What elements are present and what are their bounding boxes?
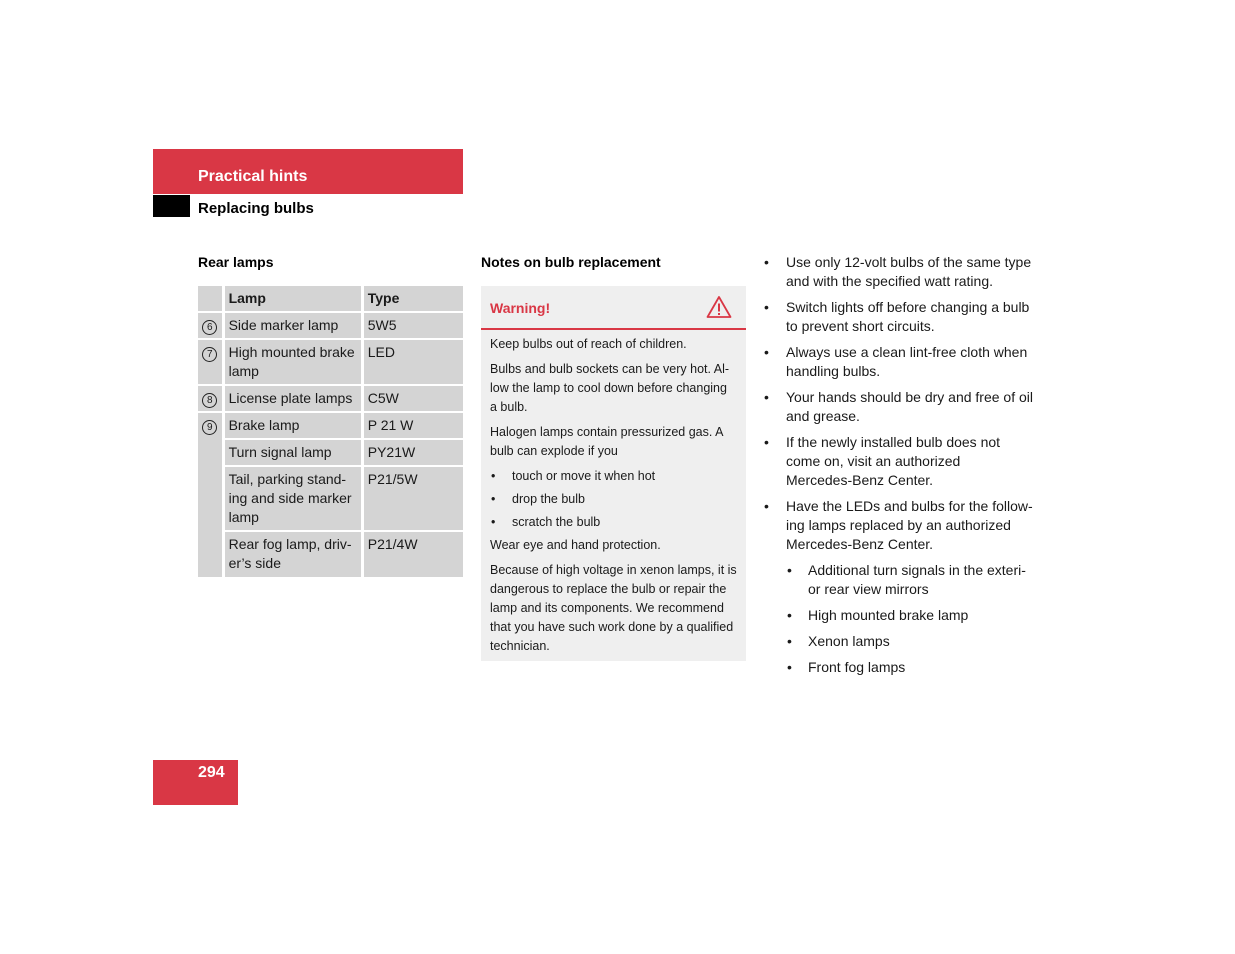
table-row <box>198 413 463 440</box>
table-row <box>198 313 463 340</box>
circled-number: 6 <box>202 320 217 335</box>
list-item: • Always use a clean lint-free cloth when handling bulbs. <box>763 343 1035 381</box>
table-header-num <box>198 286 225 313</box>
sub-list <box>786 561 1035 677</box>
list-item: • Use only 12-volt bulbs of the same type and with the specified watt rating. <box>763 253 1035 291</box>
sub-list-item: • Xenon lamps <box>786 632 1035 651</box>
circled-number: 8 <box>202 393 217 408</box>
row-number <box>198 340 225 386</box>
page-number: 294 <box>198 764 225 781</box>
table-header-lamp: Lamp <box>225 286 364 313</box>
lamp-cell: Brake lamp <box>225 413 364 440</box>
lamp-cell: Turn signal lamp <box>225 440 364 467</box>
subsection-title: Replacing bulbs <box>198 200 314 217</box>
sub-list-item: • High mounted brake lamp <box>786 606 1035 625</box>
type-cell: P 21 W <box>364 413 463 440</box>
lamp-cell: High mounted brake lamp <box>225 340 364 386</box>
rear-lamps-table <box>198 286 463 577</box>
warning-header <box>481 286 746 330</box>
circled-number: 9 <box>202 420 217 435</box>
table-row <box>198 386 463 413</box>
subsection-marker <box>153 195 190 217</box>
type-cell: PY21W <box>364 440 463 467</box>
table-header-type: Type <box>364 286 463 313</box>
warning-text: Keep bulbs out of reach of children. <box>490 337 687 351</box>
warning-triangle-icon <box>706 295 732 319</box>
warning-text: Because of high voltage in xenon lamps, it is dangerous to replace the bulb or repair the lamp and its components. We recommend that you have such work done by a qualified technician. <box>490 563 737 653</box>
type-cell: LED <box>364 340 463 386</box>
list-item: • Your hands should be dry and free of oil and grease. <box>763 388 1035 426</box>
type-cell: P21/5W <box>364 467 463 532</box>
sub-list-item: • Additional turn signals in the exteri- or rear view mirrors <box>786 561 1035 599</box>
list-item: • touch or move it when hot <box>490 467 737 486</box>
sub-list-item: • Front fog lamps <box>786 658 1035 677</box>
lamp-cell: License plate lamps <box>225 386 364 413</box>
list-item: • Have the LEDs and bulbs for the follow- ing lamps replaced by an authorized Mercedes-Benz Center. • Additional turn signals in the exteri- or rear view mirrors • High mounted brake lamp • Xenon lamps • Front fog lamps <box>763 497 1035 677</box>
warning-text: Bulbs and bulb sockets can be very hot. Al- low the lamp to cool down before changing a bulb. <box>490 362 730 414</box>
warning-box <box>481 286 746 661</box>
table-row <box>198 340 463 386</box>
lamp-cell: Side marker lamp <box>225 313 364 340</box>
table-header-row <box>198 286 463 313</box>
table-row <box>198 467 463 532</box>
table-row <box>198 532 463 577</box>
page-number-box <box>153 760 238 805</box>
lamp-cell: Tail, parking stand- ing and side marker lamp <box>225 467 364 532</box>
rear-lamps-heading: Rear lamps <box>198 254 274 270</box>
tips-list <box>763 253 1035 677</box>
type-cell: P21/4W <box>364 532 463 577</box>
list-item: • Switch lights off before changing a bulb to prevent short circuits. <box>763 298 1035 336</box>
tips-column <box>763 253 1035 684</box>
warning-text: Wear eye and hand protection. <box>490 538 661 552</box>
row-number <box>198 386 225 413</box>
list-item: • If the newly installed bulb does not come on, visit an authorized Mercedes-Benz Center. <box>763 433 1035 490</box>
type-cell: C5W <box>364 386 463 413</box>
table-row <box>198 440 463 467</box>
list-item: • drop the bulb <box>490 490 737 509</box>
row-number <box>198 413 225 577</box>
warning-title: Warning! <box>490 300 551 316</box>
list-item: • scratch the bulb <box>490 513 737 532</box>
row-number <box>198 313 225 340</box>
notes-heading: Notes on bulb replacement <box>481 254 661 270</box>
lamp-cell: Rear fog lamp, driv- er’s side <box>225 532 364 577</box>
warning-body <box>481 330 746 656</box>
section-title: Practical hints <box>198 168 308 185</box>
circled-number: 7 <box>202 347 217 362</box>
warning-text: Halogen lamps contain pressurized gas. A bulb can explode if you <box>490 425 724 458</box>
type-cell: 5W5 <box>364 313 463 340</box>
warning-list <box>490 467 737 532</box>
